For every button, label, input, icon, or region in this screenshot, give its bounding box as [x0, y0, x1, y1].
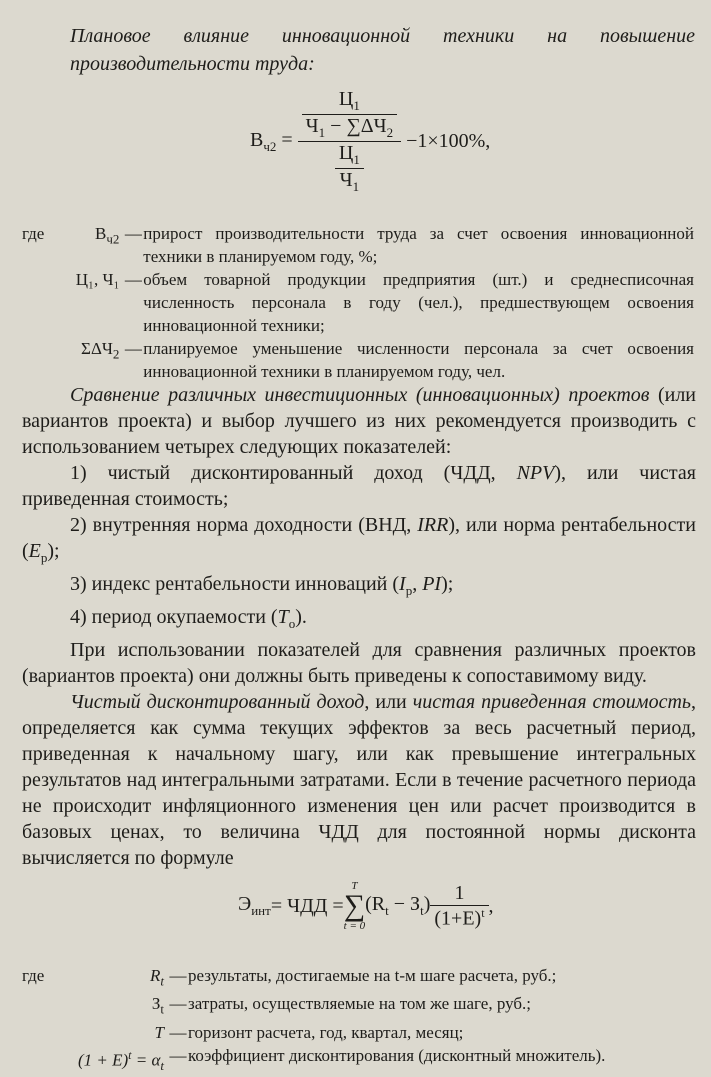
definition-text: затраты, осуществляемые на том же шаге, руб.;: [188, 994, 532, 1014]
definition-symbol: $\Sigma\Delta Ч_2$: [81, 339, 120, 362]
sum-sign: T ∑ t = 0: [343, 880, 366, 932]
definition-symbol: T: [154, 1022, 164, 1042]
inner-fraction: $\frac{Ц_1}{Ч_1 - \sum\Delta Ч_2}$: [302, 88, 397, 141]
definitions-list-1: [22, 222, 694, 383]
list-item: 2) внутренняя норма доходности (ВНД, IRR), или норма рентабельности $(E_p)$;: [22, 514, 696, 565]
definition-text: результаты, достигаемые на t-м шаге расчета, руб.;: [188, 966, 557, 985]
formula-heading: Плановое влияние инновационной техники на повышение производительности труда:: [70, 25, 695, 75]
definition-text: объем товарной продукции предприятия (шт.) и среднесписочная численность персонала в году (чел.), предшествующем освоения инновационной техники;: [143, 270, 694, 335]
definition-row: $\Sigma\Delta Ч_2$ — планируемое уменьшение численности персонала за счет освоения инновационной техники в планируемом году, чел.: [22, 337, 694, 383]
discount-fraction: $\frac{1}{(1+E)^t}$: [430, 882, 488, 931]
npv-formula: $Э_{инт}$ = ЧДД = T ∑ t = 0 $(R_t - З_t)$ $\frac{1}{(1+E)^t}$ ,: [238, 880, 494, 932]
body-text: [22, 382, 696, 871]
definition-text: коэффициент дисконтирования (дисконтный множитель).: [188, 1045, 606, 1065]
definition-row: $(1 + E)^t = \alpha_t$ — коэффициент дисконтирования (дисконтный множитель).: [22, 1044, 694, 1077]
paragraph-comparison: Сравнение различных инвестиционных (инновационных) проектов (или вариантов проекта) и выбор лучшего из них рекомендуется производить с использованием четырех следующих показателей:: [22, 384, 697, 458]
definition-symbol: $(1 + E)^t = \alpha_t$: [77, 1047, 164, 1073]
lower-fraction: $\frac{Ц_1}{Ч_1}$: [335, 142, 364, 195]
paragraph-npv: Чистый дисконтированный доход, или чистая приведенная стоимость, определяется как сумма текущих эффектов за весь расчетный период, приведенная к начальному шагу, или как превышение интегральных результатов над интегральными затратами. Если в течение расчетного периода не происходит инфляционного изменения цен или расчет производится в базовых ценах, то величина ЧДД для постоянной нормы дисконта вычисляется по формуле: [22, 691, 696, 869]
where-label: где: [22, 966, 45, 985]
where-label: где: [22, 224, 45, 243]
sum-body: $(R_t - З_t)$: [365, 893, 431, 918]
definition-symbol: $R_t$: [149, 966, 164, 989]
definition-text: горизонт расчета, год, квартал, месяц;: [188, 1022, 464, 1042]
definition-symbol: Ц₁, Ч₁: [75, 270, 120, 289]
definition-text: прирост производительности труда за счет освоения инновационной техники в планируемом году, %;: [143, 224, 694, 266]
productivity-formula: [250, 88, 490, 195]
list-item: 4) период окупаемости $(T_o)$.: [70, 606, 307, 631]
list-item: 1) чистый дисконтированный доход (ЧДД, NPV), или чистая приведенная стоимость;: [22, 462, 696, 510]
formula-lhs: $Э_{инт}$: [238, 893, 271, 918]
paragraph-comparable: При использовании показателей для сравнения различных проектов (вариантов проекта) они должны быть приведены к сопоставимому виду.: [22, 639, 696, 687]
definitions-list-2: [22, 964, 694, 1077]
formula-lhs: $В_{ч2}$ =: [250, 128, 293, 154]
definition-row: где $В_{ч2}$ — прирост производительности труда за счет освоения инновационной техники в планируемом году, %;: [22, 224, 694, 266]
formula-tail: −1×100%,: [406, 130, 491, 152]
definition-symbol: $З_t$: [151, 994, 164, 1017]
definition-row: $З_t$ — затраты, осуществляемые на том же шаге, руб.;: [22, 992, 694, 1020]
definition-symbol: $В_{ч2}$: [95, 224, 120, 247]
definition-row: Ц₁, Ч₁ — объем товарной продукции предприятия (шт.) и среднесписочная численность персонала в году (чел.), предшествующем освоения инновационной техники;: [22, 268, 694, 337]
list-item: 3) индекс рентабельности инноваций ($I_p$, PI);: [70, 573, 454, 598]
definition-row: где $R_t$ — результаты, достигаемые на t-м шаге расчета, руб.;: [22, 964, 694, 992]
outer-fraction: [298, 88, 401, 195]
definition-row: T — горизонт расчета, год, квартал, месяц;: [22, 1021, 694, 1044]
definition-text: планируемое уменьшение численности персонала за счет освоения инновационной техники в планируемом году, чел.: [143, 339, 694, 381]
